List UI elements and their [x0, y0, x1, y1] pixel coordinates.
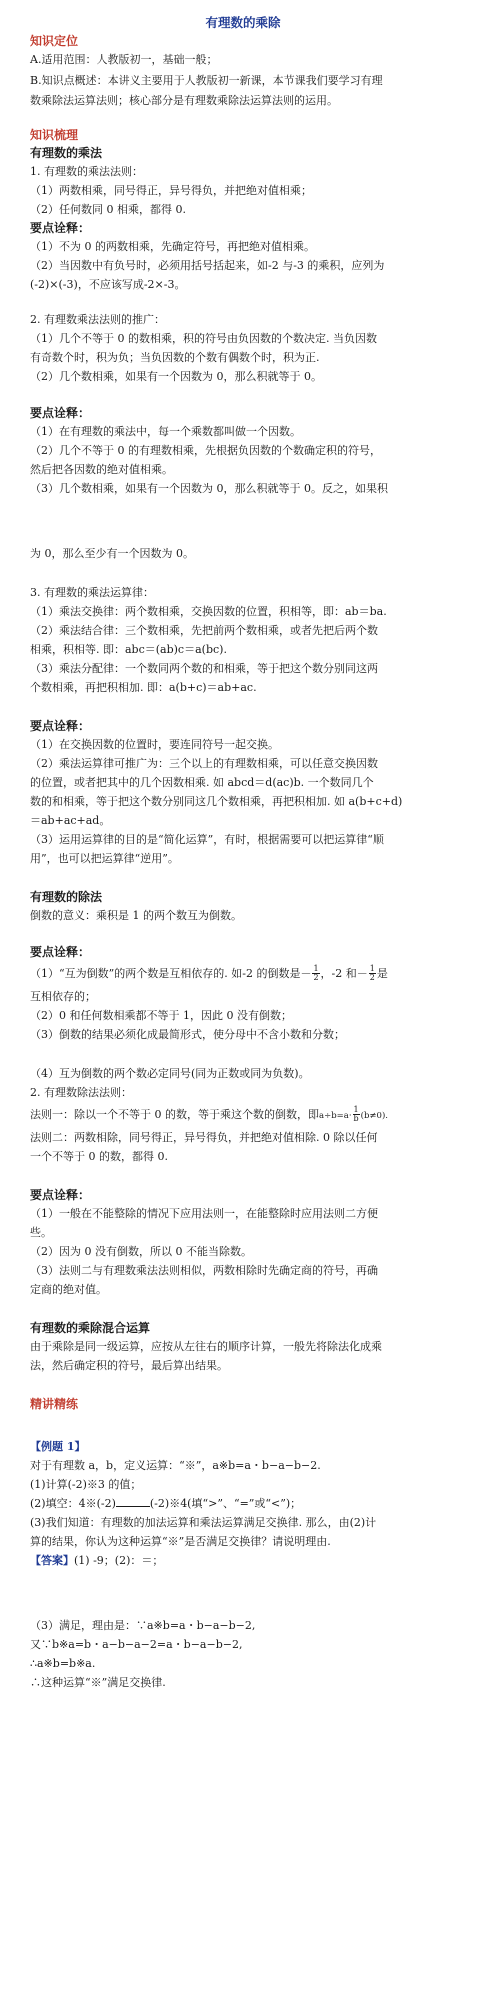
key-points-heading-5: 要点诠释： [30, 1187, 91, 1202]
fraction-one-over-b: $\frac{1}{b}$ [353, 1105, 359, 1123]
mul-extension-2: （2）几个数相乘，如果有一个因数为 0，那么积就等于 0。 [30, 369, 322, 383]
intro-scope: A.适用范围：人教版初一，基础一般； [30, 53, 218, 66]
fraction-one-half: $\frac{1}{2}$ [369, 964, 375, 982]
question-2-prefix: (2)填空：4※(-2) [30, 1496, 116, 1510]
answer-text: (1) -9；(2)：＝； [74, 1553, 164, 1567]
section-heading-positioning: 知识定位 [30, 34, 79, 48]
mul-rule-title: 1. 有理数的乘法法则： [30, 164, 143, 178]
mul-extension-title: 2. 有理数乘法法则的推广： [30, 312, 165, 326]
example-1-definition: 对于有理数 a，b，定义运算：“※”，a※b=a・b−a−b−2. [30, 1458, 321, 1472]
example-1-question-3-line-2: 算的结果，你认为这种运算“※”是否满足交换律？请说明理由. [30, 1534, 331, 1548]
mul-rule-2: （2）任何数同 0 相乘，都得 0. [30, 202, 186, 216]
reciprocal-note-1-suffix: 是 [376, 966, 388, 980]
mul-law-note-1: （1）在交换因数的位置时，要连同符号一起交换。 [30, 737, 279, 751]
mul-factor-note-1: （1）在有理数的乘法中，每一个乘数都叫做一个因数。 [30, 424, 301, 438]
key-points-heading-4: 要点诠释： [30, 944, 91, 959]
negative-sign: － [356, 966, 368, 980]
mul-key-2-line-1: （2）当因数中有负号时，必须用括号括起来，如-2 与-3 的乘积，应列为 [30, 258, 385, 272]
mul-laws-title: 3. 有理数的乘法运算律： [30, 585, 154, 599]
answer-blank[interactable] [116, 1496, 150, 1507]
answer-tag: 【答案】 [30, 1553, 74, 1567]
intro-overview-line-1: B.知识点概述：本讲义主要用于人教版初一新课，本节课我们要学习有理 [30, 73, 383, 87]
mixed-operations-line-1: 由于乘除是同一级运算，应按从左往右的顺序计算，一般先将除法化成乘 [30, 1339, 382, 1353]
fraction-one-half: $\frac{1}{2}$ [313, 964, 319, 982]
div-law-1-text: 法则一：除以一个不等于 0 的数，等于乘这个数的倒数，即 [30, 1107, 319, 1121]
reciprocal-note-1-line-1 [30, 961, 456, 987]
mul-extension-1-line-2: 有奇数个时，积为负；当负因数的个数有偶数个时，积为正. [30, 350, 320, 364]
example-1-question-1: (1)计算(-2)※3 的值； [30, 1477, 142, 1491]
reciprocal-note-1-line-2: 互相依存的； [30, 989, 96, 1003]
div-law-2-line-1: 法则二：两数相除，同号得正，异号得负，并把绝对值相除. 0 除以任何 [30, 1130, 378, 1144]
intro-overview-line-2: 数乘除法运算法则；核心部分是有理数乘除法运算法则的运用。 [30, 94, 338, 107]
example-1-question-3-line-1: (3)我们知道：有理数的加法运算和乘法运算满足交换律. 那么，由(2)计 [30, 1515, 377, 1529]
mul-factor-note-3-line-1: （3）几个数相乘，如果有一个因数为 0，那么积就等于 0。反之，如果积 [30, 481, 388, 495]
subheading-division: 有理数的除法 [30, 889, 103, 904]
mul-factor-note-2-line-2: 然后把各因数的绝对值相乘。 [30, 462, 173, 476]
reciprocal-note-1-prefix: （1）“互为倒数”的两个数是互相依存的. 如-2 的倒数是 [30, 966, 301, 980]
mul-law-note-3-line-2: 用”，也可以把运算律“逆用”。 [30, 851, 179, 865]
section-heading-review: 知识梳理 [30, 127, 79, 142]
mul-key-2-line-2: (-2)×(-3)，不应该写成-2×-3。 [30, 277, 186, 291]
key-points-heading-2: 要点诠释： [30, 405, 91, 420]
reciprocal-note-2: （2）0 和任何数相乘都不等于 1，因此 0 没有倒数； [30, 1008, 292, 1022]
solution-line-1: （3）满足，理由是：∵a※b=a・b−a−b−2, [30, 1618, 256, 1632]
mul-law-note-2-line-3: 数的和相乘，等于把这个数分别同这几个数相乘，再把积相加. 如 a(b+c+d) [30, 794, 403, 808]
key-points-heading-1: 要点诠释： [30, 220, 91, 235]
div-law-1 [30, 1102, 456, 1128]
reciprocal-note-3: （3）倒数的结果必须化成最简形式，使分母中不含小数和分数； [30, 1027, 345, 1041]
mul-extension-1-line-1: （1）几个不等于 0 的数相乘，积的符号由负因数的个数决定. 当负因数 [30, 331, 377, 345]
div-rule-title: 2. 有理数除法法则： [30, 1085, 132, 1099]
mul-law-commutative: （1）乘法交换律：两个数相乘，交换因数的位置，积相等，即：ab＝ba. [30, 604, 387, 618]
div-note-3-line-2: 定商的绝对值。 [30, 1282, 107, 1296]
mul-law-distributive-line-1: （3）乘法分配律：一个数同两个数的和相乘，等于把这个数分别同这两 [30, 661, 378, 675]
reciprocal-definition: 倒数的意义：乘积是 1 的两个数互为倒数。 [30, 908, 242, 922]
negative-sign: － [300, 966, 312, 980]
mul-rule-1: （1）两数相乘，同号得正，异号得负，并把绝对值相乘； [30, 183, 312, 197]
reciprocal-note-4: （4）互为倒数的两个数必定同号(同为正数或同为负数)。 [30, 1066, 310, 1080]
reciprocal-note-1-middle: ，-2 和 [320, 966, 357, 980]
example-1-tag: 【例题 1】 [30, 1439, 86, 1453]
mul-law-note-3-line-1: （3）运用运算律的目的是“简化运算”，有时，根据需要可以把运算律“顺 [30, 832, 384, 846]
mul-factor-note-3-line-2: 为 0，那么至少有一个因数为 0。 [30, 546, 194, 560]
mul-law-note-2-line-2: 的位置，或者把其中的几个因数相乘. 如 abcd＝d(ac)b. 一个数同几个 [30, 775, 374, 789]
div-note-3-line-1: （3）法则二与有理数乘法法则相似，两数相除时先确定商的符号，再确 [30, 1263, 378, 1277]
example-1-answer [30, 1551, 456, 1570]
subheading-multiplication: 有理数的乘法 [30, 145, 103, 160]
solution-line-3: ∴a※b=b※a. [30, 1656, 96, 1670]
section-heading-practice: 精讲精练 [30, 1396, 79, 1411]
document-title: 有理数的乘除 [205, 15, 281, 30]
mul-law-note-2-line-4: ＝ab+ac+ad。 [30, 813, 111, 827]
div-note-2: （2）因为 0 没有倒数，所以 0 不能当除数。 [30, 1244, 252, 1258]
div-note-1-line-2: 些。 [30, 1225, 52, 1239]
mul-law-note-2-line-1: （2）乘法运算律可推广为：三个以上的有理数相乘，可以任意交换因数 [30, 756, 378, 770]
key-points-heading-3: 要点诠释： [30, 718, 91, 733]
div-law-2-line-2: 一个不等于 0 的数，都得 0. [30, 1149, 168, 1163]
subheading-mixed-operations: 有理数的乘除混合运算 [30, 1320, 151, 1335]
div-law-1-formula-right: (b≠0). [360, 1110, 388, 1121]
mul-law-associative-line-1: （2）乘法结合律：三个数相乘，先把前两个数相乘，或者先把后两个数 [30, 623, 378, 637]
div-note-1-line-1: （1）一般在不能整除的情况下应用法则一，在能整除时应用法则二方便 [30, 1206, 378, 1220]
mixed-operations-line-2: 法，然后确定积的符号，最后算出结果。 [30, 1358, 228, 1372]
solution-line-4: ∴这种运算“※”满足交换律. [30, 1675, 166, 1689]
mul-law-associative-line-2: 相乘，积相等. 即：abc＝(ab)c＝a(bc). [30, 642, 227, 656]
mul-key-1: （1）不为 0 的两数相乘，先确定符号，再把绝对值相乘。 [30, 239, 315, 253]
mul-factor-note-2-line-1: （2）几个不等于 0 的有理数相乘，先根据负因数的个数确定积的符号， [30, 443, 381, 457]
solution-line-2: 又∵b※a=b・a−b−a−2=a・b−a−b−2, [30, 1637, 243, 1651]
div-law-1-formula-left: a÷b=a· [319, 1110, 352, 1121]
example-1-question-2 [30, 1494, 456, 1513]
mul-law-distributive-line-2: 个数相乘，再把积相加. 即：a(b+c)＝ab+ac. [30, 680, 257, 694]
question-2-suffix: (-2)※4(填“>”、“=”或“<”)； [149, 1496, 302, 1510]
